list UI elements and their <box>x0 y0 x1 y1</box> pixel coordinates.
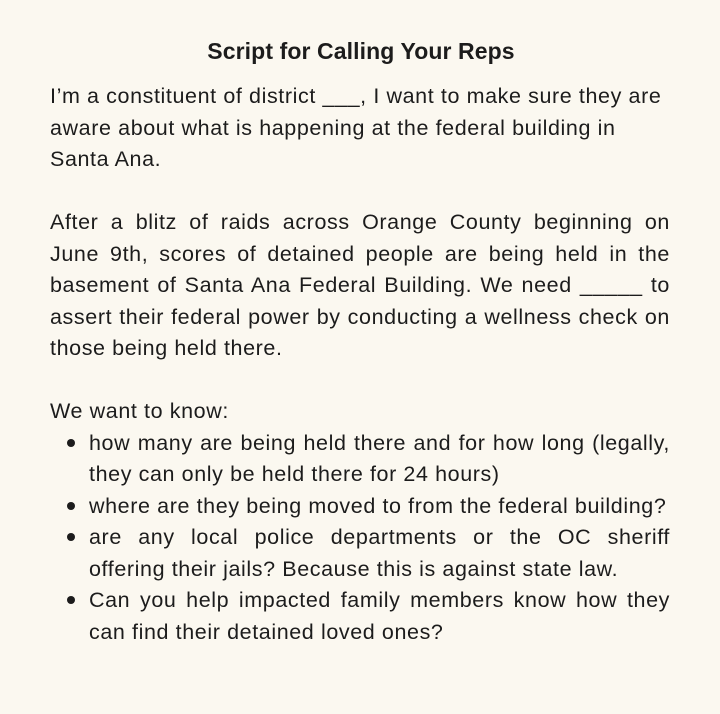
question-item: Can you help impacted family members know how they can find their detained loved ones? <box>66 585 670 648</box>
question-item: how many are being held there and for how long (legally, they can only be held there for 24 hours) <box>66 428 670 491</box>
question-item: are any local police departments or the OC sheriff offering their jails? Because this is against state law. <box>66 522 670 585</box>
questions-list <box>50 428 670 649</box>
question-item: where are they being moved to from the federal building? <box>66 491 670 523</box>
paragraph-spacer <box>50 365 670 397</box>
document-title: Script for Calling Your Reps <box>207 38 515 64</box>
request-paragraph: After a blitz of raids across Orange County beginning on June 9th, scores of detained people are being held in the basement of Santa Ana Federal Building. We need _____ to assert their federal power by conducting a wellness check on those being held there. <box>50 210 670 360</box>
script-body <box>50 81 670 648</box>
intro-paragraph: I’m a constituent of district ___, I want to make sure they are aware about what is happening at the federal building in Santa Ana. <box>50 84 662 171</box>
paragraph-spacer <box>50 176 670 208</box>
questions-intro: We want to know: <box>50 399 229 423</box>
